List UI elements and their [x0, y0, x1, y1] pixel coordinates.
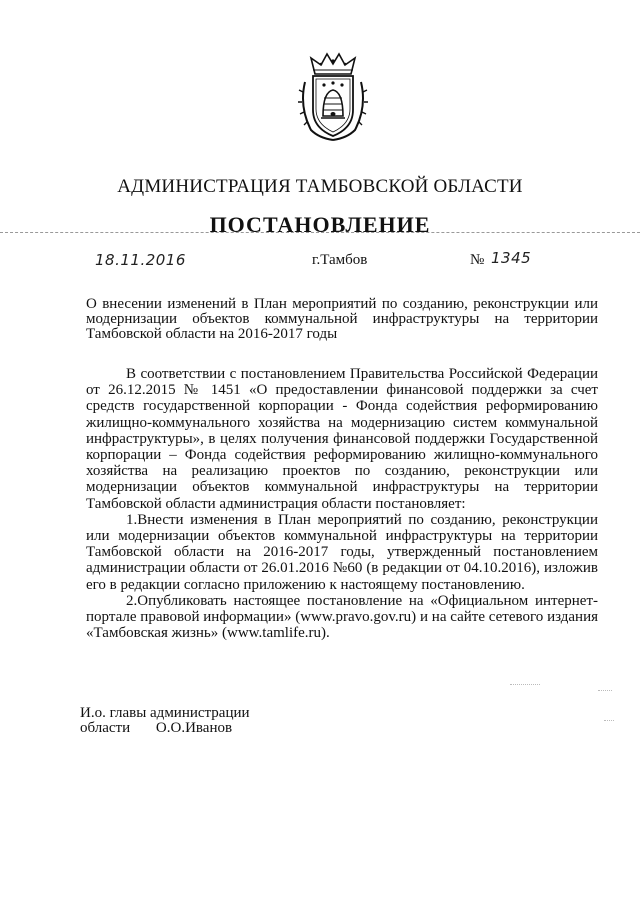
tambov-coat-of-arms-icon	[297, 52, 369, 142]
document-body	[86, 366, 598, 641]
scan-artifact	[604, 720, 614, 721]
scan-artifact	[510, 684, 540, 685]
signatory-name: О.О.Иванов	[155, 720, 233, 736]
document-date: 18.11.2016	[95, 251, 186, 269]
document-city: г.Тамбов	[312, 252, 368, 268]
signature-line	[80, 721, 250, 736]
document-type-heading: ПОСТАНОВЛЕНИЕ	[209, 212, 431, 237]
document-number: 1345	[491, 249, 532, 267]
signature-region: области	[80, 720, 131, 736]
signature-position: И.о. главы администрации	[80, 705, 250, 721]
signature-block	[80, 706, 250, 736]
body-paragraph: 2.Опубликовать настоящее постановление на «Официальном интернет-портале правовой информации» (www.pravo.gov.ru) и на сайте сетевого издания «Тамбовская жизнь» (www.tamlife.ru).	[86, 592, 598, 642]
organization-title: АДМИНИСТРАЦИЯ ТАМБОВСКОЙ ОБЛАСТИ	[117, 176, 523, 197]
header-divider	[0, 232, 640, 233]
scan-artifact	[598, 690, 612, 691]
document-subject: О внесении изменений в План мероприятий по созданию, реконструкции или модернизации объектов коммунальной инфраструктуры на территории Тамбовской области на 2016-2017 годы	[86, 296, 598, 342]
body-paragraph: 1.Внести изменения в План мероприятий по созданию, реконструкции или модернизации объектов коммунальной инфраструктуры на территории Тамбовской области на 2016-2017 годы, утвержденный постановлением администрации области от 26.01.2016 №60 (в редакции от 04.10.2016), изложив его в редакции согласно приложению к настоящему постановлению.	[86, 511, 598, 593]
document-number-label: №	[470, 252, 485, 268]
body-paragraph: В соответствии с постановлением Правительства Российской Федерации от 26.12.2015 № 1451 «О предоставлении финансовой поддержки за счет средств государственной корпорации - Фонда содействия реформированию жилищно-коммунального хозяйства на модернизацию систем коммунальной инфраструктуры», в целях получения финансовой поддержки Государственной корпорации – Фонда содействия реформированию жилищно-коммунального хозяйства на реализацию проектов по созданию, реконструкции или модернизации объектов коммунальной инфраструктуры на территории Тамбовской области администрация области постановляет:	[86, 366, 598, 512]
